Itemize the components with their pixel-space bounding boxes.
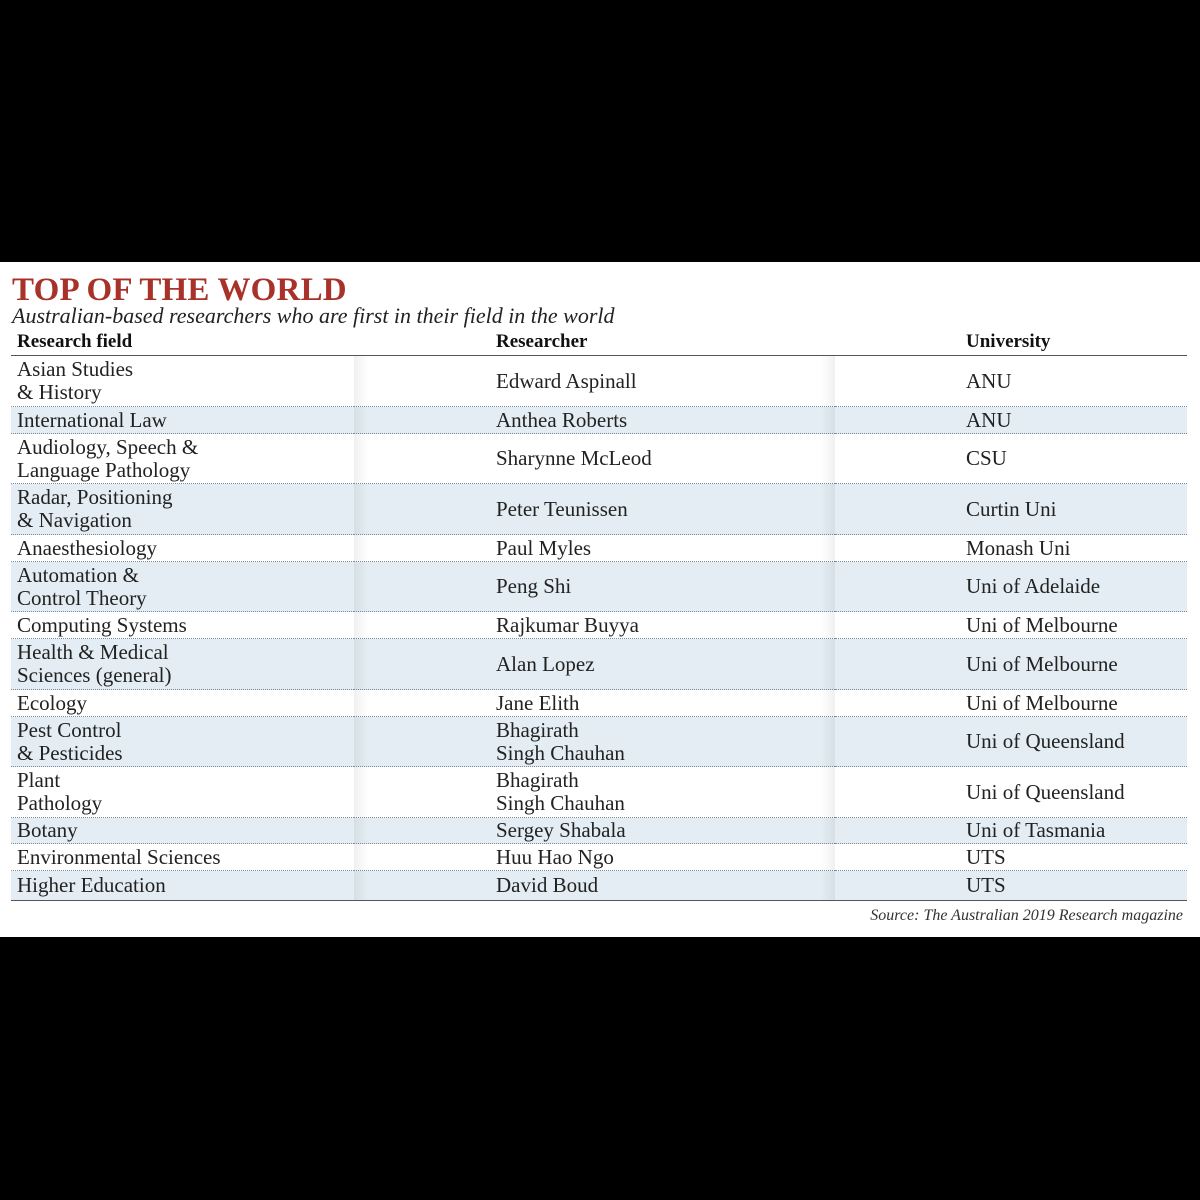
cell-university [835, 844, 1187, 871]
researcher-name-text: Anthea Roberts [496, 407, 628, 432]
cell-research-field [11, 434, 354, 484]
research-field-text: Audiology, Speech & [17, 434, 199, 459]
cell-researcher [354, 407, 835, 434]
table-row [11, 690, 1187, 717]
researcher-name-text: Edward Aspinall [496, 368, 637, 393]
university-text: Monash Uni [966, 535, 1071, 560]
table-header-row [11, 328, 1187, 356]
research-field-text: Pest Control [17, 717, 122, 742]
research-field-text: Language Pathology [17, 457, 191, 482]
university-text: Uni of Tasmania [966, 818, 1106, 842]
researcher-name-text: Peter Teunissen [496, 496, 628, 521]
cell-university [835, 690, 1187, 717]
university-text: Uni of Queensland [966, 779, 1125, 804]
university-text: Uni of Melbourne [966, 651, 1118, 676]
cell-university [835, 562, 1187, 612]
university-text: Uni of Queensland [966, 729, 1125, 753]
cell-research-field [11, 871, 354, 901]
cell-research-field [11, 818, 354, 844]
researcher-name-text: Singh Chauhan [496, 791, 625, 815]
researcher-name-text: Bhagirath [496, 768, 579, 792]
researcher-name-text: Huu Hao Ngo [496, 844, 614, 869]
table-row [11, 818, 1187, 844]
infographic-panel [0, 262, 1200, 937]
infographic-subtitle: Australian-based researchers who are first in their field in the world [12, 303, 615, 328]
research-field-text: Higher Education [17, 873, 166, 897]
source-note: Source: The Australian 2019 Research magazine [870, 907, 1183, 924]
cell-research-field [11, 844, 354, 871]
table-row [11, 356, 1187, 407]
cell-researcher [354, 434, 835, 484]
cell-research-field [11, 484, 354, 535]
university-text: Curtin Uni [966, 496, 1057, 521]
cell-university [835, 535, 1187, 562]
table-row [11, 535, 1187, 562]
university-text: CSU [966, 446, 1007, 470]
column-header-researcher: Researcher [354, 328, 835, 356]
cell-researcher [354, 535, 835, 562]
university-text: ANU [966, 368, 1012, 393]
cell-research-field [11, 356, 354, 407]
researcher-name-text: Bhagirath [496, 717, 579, 742]
university-text: UTS [966, 873, 1006, 897]
table-row [11, 407, 1187, 434]
cell-research-field [11, 690, 354, 717]
researcher-name-text: Sergey Shabala [496, 818, 626, 842]
cell-researcher [354, 484, 835, 535]
cell-research-field [11, 639, 354, 690]
cell-researcher [354, 844, 835, 871]
column-header-university: University [835, 328, 1187, 356]
researcher-name-text: Alan Lopez [496, 651, 595, 676]
cell-research-field [11, 535, 354, 562]
cell-university [835, 871, 1187, 901]
cell-researcher [354, 690, 835, 717]
cell-university [835, 434, 1187, 484]
university-text: Uni of Adelaide [966, 574, 1101, 598]
cell-university [835, 818, 1187, 844]
research-field-text: Sciences (general) [17, 663, 172, 687]
university-text: Uni of Melbourne [966, 612, 1118, 637]
cell-university [835, 612, 1187, 639]
table-row [11, 562, 1187, 612]
cell-researcher [354, 612, 835, 639]
research-field-text: & Pesticides [17, 740, 123, 765]
table-row [11, 871, 1187, 901]
research-field-text: Computing Systems [17, 612, 187, 637]
cell-researcher [354, 767, 835, 818]
research-field-text: Ecology [17, 690, 87, 715]
cell-university [835, 767, 1187, 818]
cell-university [835, 407, 1187, 434]
table-row [11, 844, 1187, 871]
research-field-text: Radar, Positioning [17, 485, 173, 509]
university-text: ANU [966, 407, 1012, 432]
cell-university [835, 639, 1187, 690]
cell-research-field [11, 407, 354, 434]
cell-researcher [354, 639, 835, 690]
research-field-text: Pathology [17, 791, 103, 815]
researcher-name-text: David Boud [496, 873, 599, 897]
cell-university [835, 717, 1187, 767]
table-row [11, 612, 1187, 639]
research-field-text: & Navigation [17, 508, 132, 532]
cell-research-field [11, 562, 354, 612]
research-field-text: Health & Medical [17, 640, 169, 664]
column-header-research-field: Research field [11, 328, 354, 356]
university-text: UTS [966, 844, 1006, 869]
cell-researcher [354, 562, 835, 612]
research-field-text: Control Theory [17, 585, 147, 610]
table-row [11, 484, 1187, 535]
infographic-title: TOP OF THE WORLD [12, 272, 347, 308]
research-field-text: Automation & [17, 562, 139, 587]
cell-researcher [354, 717, 835, 767]
research-field-text: & History [17, 380, 102, 404]
cell-researcher [354, 818, 835, 844]
cell-research-field [11, 612, 354, 639]
cell-research-field [11, 767, 354, 818]
researcher-name-text: Paul Myles [496, 535, 592, 560]
table-body [11, 356, 1187, 901]
researchers-table [11, 328, 1187, 901]
table-row [11, 717, 1187, 767]
cell-research-field [11, 717, 354, 767]
researcher-name-text: Rajkumar Buyya [496, 612, 639, 637]
table-row [11, 639, 1187, 690]
researcher-name-text: Sharynne McLeod [496, 446, 652, 470]
research-field-text: Plant [17, 768, 61, 792]
research-field-text: Environmental Sciences [17, 844, 221, 869]
cell-university [835, 484, 1187, 535]
researcher-name-text: Singh Chauhan [496, 740, 625, 765]
research-field-text: Asian Studies [17, 357, 134, 381]
cell-researcher [354, 356, 835, 407]
researcher-name-text: Peng Shi [496, 574, 572, 598]
table-row [11, 767, 1187, 818]
research-field-text: International Law [17, 407, 167, 432]
cell-university [835, 356, 1187, 407]
university-text: Uni of Melbourne [966, 690, 1118, 715]
research-field-text: Anaesthesiology [17, 535, 157, 560]
research-field-text: Botany [17, 818, 78, 842]
table-row [11, 434, 1187, 484]
researcher-name-text: Jane Elith [496, 690, 580, 715]
cell-researcher [354, 871, 835, 901]
